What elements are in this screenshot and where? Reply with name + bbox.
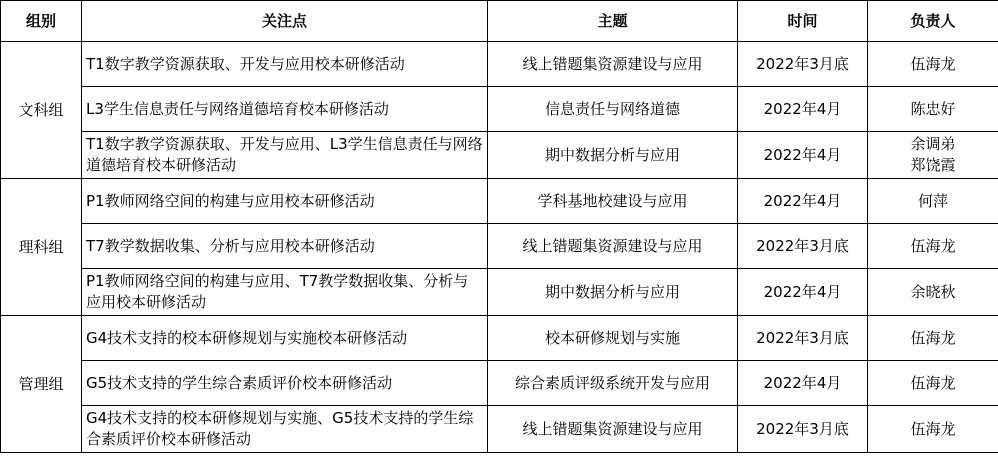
theme-cell: 期中数据分析与应用 <box>488 269 738 316</box>
owner-cell: 伍海龙 <box>868 224 998 269</box>
table-row <box>1 269 998 316</box>
group-cell: 理科组 <box>1 179 82 316</box>
table-row <box>1 316 998 361</box>
owner-cell: 陈忠好 <box>868 87 998 132</box>
theme-cell: 线上错题集资源建设与应用 <box>488 224 738 269</box>
owner-cell: 伍海龙 <box>868 42 998 87</box>
owner-cell: 余调弟 郑饶霞 <box>868 132 998 179</box>
table-row <box>1 224 998 269</box>
time-cell: 2022年3月底 <box>738 42 868 87</box>
focus-cell: T1数字教学资源获取、开发与应用、L3学生信息责任与网络道德培育校本研修活动 <box>82 132 488 179</box>
theme-cell: 学科基地校建设与应用 <box>488 179 738 224</box>
time-cell: 2022年4月 <box>738 179 868 224</box>
theme-cell: 信息责任与网络道德 <box>488 87 738 132</box>
theme-cell: 期中数据分析与应用 <box>488 132 738 179</box>
header-owner: 负责人 <box>868 1 998 42</box>
focus-cell: G4技术支持的校本研修规划与实施、G5技术支持的学生综合素质评价校本研修活动 <box>82 406 488 453</box>
time-cell: 2022年3月底 <box>738 224 868 269</box>
header-theme: 主题 <box>488 1 738 42</box>
group-cell: 文科组 <box>1 42 82 179</box>
time-cell: 2022年4月 <box>738 269 868 316</box>
table-row <box>1 406 998 453</box>
owner-cell: 余晓秋 <box>868 269 998 316</box>
time-cell: 2022年3月底 <box>738 316 868 361</box>
table-row <box>1 132 998 179</box>
owner-cell: 伍海龙 <box>868 406 998 453</box>
focus-cell: T1数字教学资源获取、开发与应用校本研修活动 <box>82 42 488 87</box>
table-row <box>1 87 998 132</box>
time-cell: 2022年3月底 <box>738 406 868 453</box>
focus-cell: G5技术支持的学生综合素质评价校本研修活动 <box>82 361 488 406</box>
theme-cell: 校本研修规划与实施 <box>488 316 738 361</box>
theme-cell: 线上错题集资源建设与应用 <box>488 406 738 453</box>
focus-cell: T7教学数据收集、分析与应用校本研修活动 <box>82 224 488 269</box>
theme-cell: 线上错题集资源建设与应用 <box>488 42 738 87</box>
focus-cell: G4技术支持的校本研修规划与实施校本研修活动 <box>82 316 488 361</box>
theme-cell: 综合素质评级系统开发与应用 <box>488 361 738 406</box>
time-cell: 2022年4月 <box>738 132 868 179</box>
owner-cell: 伍海龙 <box>868 361 998 406</box>
header-focus: 关注点 <box>82 1 488 42</box>
time-cell: 2022年4月 <box>738 361 868 406</box>
table-row <box>1 42 998 87</box>
group-cell: 管理组 <box>1 316 82 453</box>
owner-cell: 何萍 <box>868 179 998 224</box>
header-group: 组别 <box>1 1 82 42</box>
time-cell: 2022年4月 <box>738 87 868 132</box>
focus-cell: P1教师网络空间的构建与应用、T7教学数据收集、分析与应用校本研修活动 <box>82 269 488 316</box>
header-row <box>1 1 998 42</box>
table-row <box>1 179 998 224</box>
focus-cell: P1教师网络空间的构建与应用校本研修活动 <box>82 179 488 224</box>
table-row <box>1 361 998 406</box>
focus-cell: L3学生信息责任与网络道德培育校本研修活动 <box>82 87 488 132</box>
header-time: 时间 <box>738 1 868 42</box>
owner-cell: 伍海龙 <box>868 316 998 361</box>
